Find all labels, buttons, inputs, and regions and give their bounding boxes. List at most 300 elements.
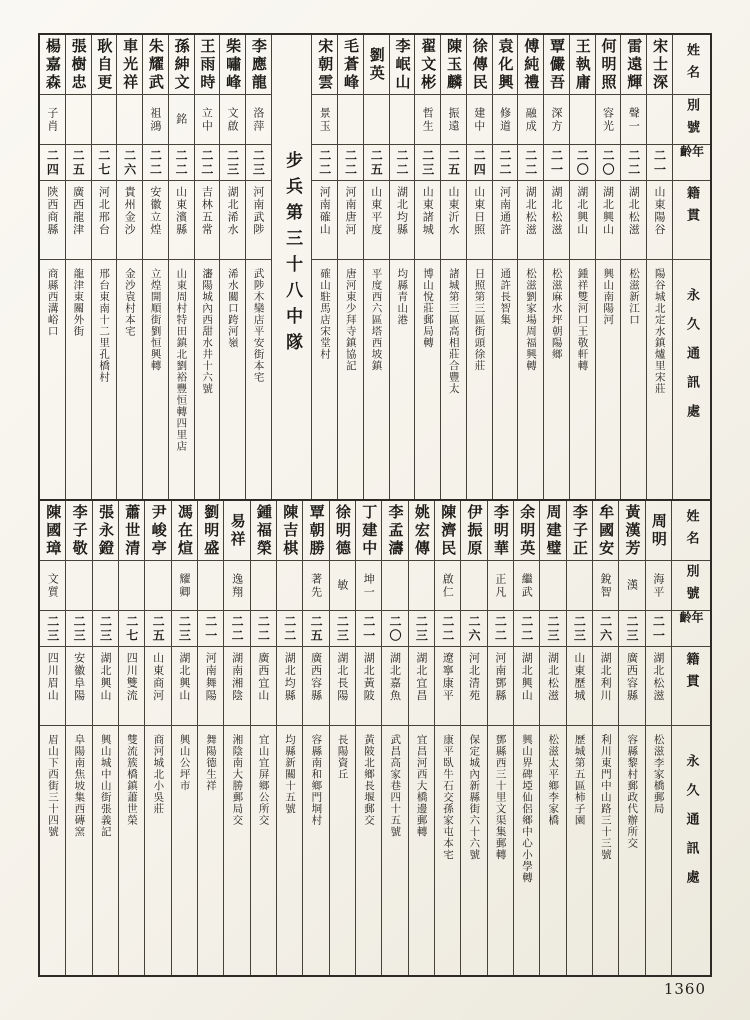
person-address: 興山南陽河 [602,268,615,326]
native-cell [93,647,118,726]
person-alias: 聲一 [627,106,641,133]
person-column [461,501,487,975]
address-cell [356,726,381,975]
address-cell [518,260,543,499]
person-address: 平度西六區塔西坡鎮 [370,268,383,372]
person-age: 二二 [626,148,641,177]
person-native: 河南鄧縣 [493,652,507,702]
header-cell-name [672,501,710,561]
person-address: 龍津東關外街 [72,268,85,337]
person-address: 武陟木欒店平安街本宅 [252,268,265,383]
person-native: 安徽阜陽 [72,652,86,702]
person-native: 湖北松滋 [550,186,563,236]
person-age: 二〇 [575,148,590,177]
address-cell [461,726,486,975]
person-address: 松滋麻水坪朝陽鄉 [550,268,563,360]
person-alias: 漢 [625,579,639,592]
native-cell [540,647,565,726]
alias-cell [92,95,117,145]
person-column [312,35,338,499]
name-cell [544,35,569,95]
alias-cell [567,561,592,611]
person-native: 陝西商縣 [45,186,59,236]
address-cell [220,260,245,499]
person-address: 通許長智集 [499,268,512,326]
alias-cell [364,95,389,145]
address-cell [364,260,389,499]
person-alias: 洛萍 [251,106,265,133]
person-name: 周建璧 [544,503,563,558]
person-name: 張永鐙 [96,503,115,558]
unit-title: 步兵第三十八中隊 [282,151,303,359]
name-cell [646,501,671,561]
native-cell [312,181,337,260]
person-address: 保定城內新縣街六十六號 [468,734,481,861]
person-name: 易祥 [228,512,247,549]
age-cell [467,145,492,181]
native-cell [567,647,592,726]
name-cell [195,35,220,95]
person-age: 二三 [72,614,87,643]
person-column [390,35,416,499]
age-cell [198,611,223,647]
person-address: 浠水關口跨河嶺 [226,268,239,349]
age-cell [145,611,170,647]
person-age: 二二 [498,148,512,177]
address-cell [66,726,91,975]
person-name: 李子正 [570,503,589,558]
person-age: 二一 [651,614,666,643]
person-age: 二二 [199,148,214,177]
age-cell [117,145,142,181]
native-cell [66,647,91,726]
alias-cell [441,95,466,145]
person-column [145,501,171,975]
person-address: 宜昌河西大橋邊郵轉 [415,734,428,838]
person-address: 松滋太平鄉李家橋 [547,734,560,826]
native-cell [195,181,220,260]
person-native: 廣西容縣 [625,652,639,702]
person-native: 山東濱縣 [174,186,188,236]
address-cell [66,260,91,499]
person-alias: 海平 [651,572,665,599]
age-cell [277,611,302,647]
person-age: 二二 [282,614,297,643]
person-native: 河南通許 [498,186,512,236]
person-name: 雷遠輝 [625,37,644,92]
native-cell [570,181,595,260]
age-cell [409,611,434,647]
person-age: 二五 [369,148,384,177]
person-native: 湖北利川 [599,652,613,702]
age-cell [40,145,65,181]
person-column [338,35,364,499]
person-name: 李應龍 [249,37,268,92]
age-cell [567,611,592,647]
native-cell [415,181,440,260]
native-cell [145,647,170,726]
person-native: 山東諸城 [421,186,435,236]
person-name: 黃漢芳 [623,503,642,558]
person-column [356,501,382,975]
alias-cell [312,95,337,145]
header-cell-native [673,181,710,260]
person-address: 康平臥牛石交孫家屯本宅 [441,734,454,861]
age-cell [246,145,271,181]
person-alias: 銘 [174,113,188,126]
person-address: 立煌開順街劉恒興轉 [149,268,162,372]
name-cell [567,501,592,561]
age-cell [646,611,671,647]
person-address: 利川東門中山路三十三號 [599,734,612,861]
name-cell [514,501,539,561]
person-age: 二二 [440,614,455,643]
person-name: 宋士深 [651,37,669,92]
person-address: 商縣西溝峪口 [46,268,59,337]
name-cell [338,35,363,95]
person-age: 二一 [203,614,218,643]
person-age: 二四 [45,148,60,177]
person-name: 宋朝雲 [316,37,335,92]
name-cell [117,35,142,95]
roster-sheet [38,33,712,977]
age-cell [621,145,646,181]
person-column [117,35,143,499]
name-cell [621,35,646,95]
person-name: 尹峻亭 [149,503,168,558]
person-native: 廣西容縣 [309,652,323,702]
address-cell [540,726,565,975]
person-age: 二一 [361,614,376,643]
name-cell [493,35,518,95]
native-cell [169,181,194,260]
person-age: 二五 [446,148,461,177]
person-address: 松滋新江口 [628,268,640,326]
address-cell [93,726,118,975]
name-cell [40,501,65,561]
person-name: 陳吉棋 [281,503,300,558]
person-alias: 著先 [309,572,323,599]
alias-cell [338,95,363,145]
person-name: 王執庸 [573,37,592,92]
page-number: 1360 [663,980,706,998]
person-name: 覃儼吾 [548,37,566,92]
age-cell [312,145,337,181]
person-native: 貴州金沙 [123,186,137,236]
roster-table-bottom [40,501,710,975]
person-column [277,501,303,975]
person-name: 徐明德 [333,503,352,558]
header-label-address: 永久通訊處 [683,754,699,899]
person-alias: 啟仁 [441,572,455,599]
person-address: 商河城北小吳莊 [152,734,165,815]
address-cell [570,260,595,499]
name-cell [66,501,91,561]
alias-cell [198,561,223,611]
name-cell [570,35,595,95]
person-column [220,35,246,499]
person-name: 王雨時 [198,37,217,92]
person-column [415,35,441,499]
native-cell [493,181,518,260]
alias-cell [514,561,539,611]
address-cell [330,726,355,975]
person-address: 諸城第三區高相莊合豐太 [447,268,460,395]
person-alias: 坤一 [362,572,376,599]
header-label-alias: 別號 [683,97,699,142]
person-name: 丁建中 [360,503,379,558]
name-cell [390,35,415,95]
person-address: 金沙袁村本宅 [123,268,136,337]
age-cell [488,611,513,647]
name-cell [119,501,144,561]
name-cell [461,501,486,561]
address-cell [251,726,276,975]
native-cell [246,181,271,260]
age-cell [92,145,117,181]
person-column [567,501,593,975]
name-cell [364,35,389,95]
name-cell [246,35,271,95]
person-alias: 祖鴻 [148,106,162,133]
person-address: 眉山下西街三十四號 [47,734,60,838]
person-alias: 立中 [200,106,214,133]
person-age: 二二 [523,148,538,177]
address-cell [195,260,220,499]
address-cell [40,260,65,499]
native-cell [435,647,460,726]
person-column [303,501,329,975]
person-name: 柴嘯峰 [224,37,243,92]
person-name: 毛蒼峰 [342,37,360,92]
person-native: 山東陽谷 [653,186,666,236]
native-cell [338,181,363,260]
person-column [143,35,169,499]
person-native: 湖北興山 [98,652,112,702]
person-name: 何明照 [599,37,618,92]
person-alias: 文質 [46,572,60,599]
name-cell [93,501,118,561]
header-cell-alias [672,561,710,611]
alias-cell [461,561,486,611]
age-cell [195,145,220,181]
alias-cell [593,561,618,611]
person-name: 李子敬 [70,503,89,558]
person-name: 陳國璋 [44,503,63,558]
person-column [518,35,544,499]
person-native: 四川眉山 [46,652,60,702]
age-cell [619,611,644,647]
person-age: 二〇 [388,614,403,643]
person-age: 二二 [395,148,409,177]
person-address: 宜山宜屏鄉公所交 [257,734,270,826]
person-column [92,35,118,499]
name-cell [312,35,337,95]
header-cell-alias [673,95,710,145]
name-cell [277,501,302,561]
address-cell [338,260,363,499]
header-cell-age [672,611,710,647]
age-cell [66,145,91,181]
person-address: 容縣黎村郵政代辦所交 [626,734,639,849]
person-age: 二二 [493,614,508,643]
header-cell-name [673,35,710,95]
name-cell [330,501,355,561]
person-address: 瀋陽城內西甜水井十六號 [201,268,214,395]
person-name: 孫紳文 [172,37,191,92]
native-cell [220,181,245,260]
address-cell [92,260,117,499]
header-cell-address [672,726,710,975]
header-label-native: 籍貫 [683,652,699,696]
address-cell [514,726,539,975]
native-cell [621,181,646,260]
person-address: 鍾祥雙河口王敬軒轉 [576,268,589,372]
age-cell [93,611,118,647]
alias-cell [220,95,245,145]
person-address: 邢台東南十二里孔橋村 [98,268,111,383]
person-age: 二五 [309,614,324,643]
address-cell [119,726,144,975]
age-cell [415,145,440,181]
alias-cell [621,95,646,145]
person-name: 劉明盛 [202,503,221,558]
native-cell [518,181,543,260]
person-native: 山東歷城 [572,652,586,702]
person-name: 陳濟民 [439,503,458,558]
person-column [467,35,493,499]
native-cell [224,647,249,726]
person-column [409,501,435,975]
person-address: 阜陽南焦坡集西磚窯 [73,734,86,838]
native-cell [117,181,142,260]
header-column [673,35,710,499]
age-cell [441,145,466,181]
person-native: 湖北長陽 [335,652,349,702]
native-cell [143,181,168,260]
native-cell [461,647,486,726]
alias-cell [415,95,440,145]
native-cell [596,181,621,260]
native-cell [409,647,434,726]
native-cell [92,181,117,260]
person-name: 耿自更 [95,37,114,92]
age-cell [570,145,595,181]
alias-cell [143,95,168,145]
native-cell [382,647,407,726]
age-cell [169,145,194,181]
person-alias: 子肖 [45,106,59,133]
person-column [66,501,92,975]
person-name: 蕭世清 [123,503,142,558]
address-cell [390,260,415,499]
roster-table-top [40,35,710,501]
age-cell [544,145,569,181]
person-native: 湖北興山 [177,652,191,702]
person-native: 遼寧康平 [441,652,455,702]
person-alias: 正凡 [493,572,507,599]
native-cell [619,647,644,726]
address-cell [143,260,168,499]
alias-cell [619,561,644,611]
person-column [596,35,622,499]
age-cell [356,611,381,647]
person-name: 李孟濤 [386,503,405,558]
native-cell [544,181,569,260]
age-cell [224,611,249,647]
native-cell [390,181,415,260]
person-address: 歷城第五區柿子園 [573,734,586,826]
person-age: 二三 [251,148,266,177]
alias-cell [467,95,492,145]
address-cell [246,260,271,499]
person-native: 湖北浠水 [226,186,240,236]
header-label-alias: 別號 [683,563,699,608]
person-column [246,35,272,499]
alias-cell [145,561,170,611]
alias-cell [382,561,407,611]
person-column [251,501,277,975]
name-cell [169,35,194,95]
person-native: 河南唐河 [344,186,357,236]
name-cell [356,501,381,561]
person-native: 湖北松滋 [546,652,560,702]
person-age: 二三 [420,148,435,177]
person-name: 鍾福榮 [254,503,273,558]
person-address: 松滋劉家場周福興轉 [525,268,537,372]
alias-cell [117,95,142,145]
native-cell [40,181,65,260]
header-label-name: 姓名 [683,508,699,553]
person-age: 二〇 [601,148,615,177]
person-column [544,35,570,499]
person-native: 廣西龍津 [71,186,85,236]
native-cell [593,647,618,726]
address-cell [567,726,592,975]
name-cell [303,501,328,561]
age-cell [330,611,355,647]
person-native: 河北清苑 [467,652,481,702]
alias-cell [646,561,671,611]
address-cell [415,260,440,499]
alias-cell [540,561,565,611]
person-name: 張樹忠 [69,37,88,92]
person-native: 河北邢台 [97,186,111,236]
native-cell [364,181,389,260]
person-alias: 銳智 [599,572,613,599]
name-cell [198,501,223,561]
person-column [119,501,145,975]
person-age: 二四 [472,148,487,177]
age-cell [382,611,407,647]
native-cell [66,181,91,260]
address-cell [441,260,466,499]
name-cell [251,501,276,561]
person-column [40,501,66,975]
native-cell [514,647,539,726]
name-cell [619,501,644,561]
age-cell [596,145,621,181]
person-name: 陳玉麟 [445,37,463,92]
person-name: 車光祥 [121,37,140,92]
person-age: 二二 [317,148,332,177]
age-cell [593,611,618,647]
person-address: 黃陂北鄉長堰郵交 [362,734,375,826]
alias-cell [93,561,118,611]
person-alias: 敏 [335,579,349,592]
person-column [224,501,250,975]
address-cell [646,726,671,975]
